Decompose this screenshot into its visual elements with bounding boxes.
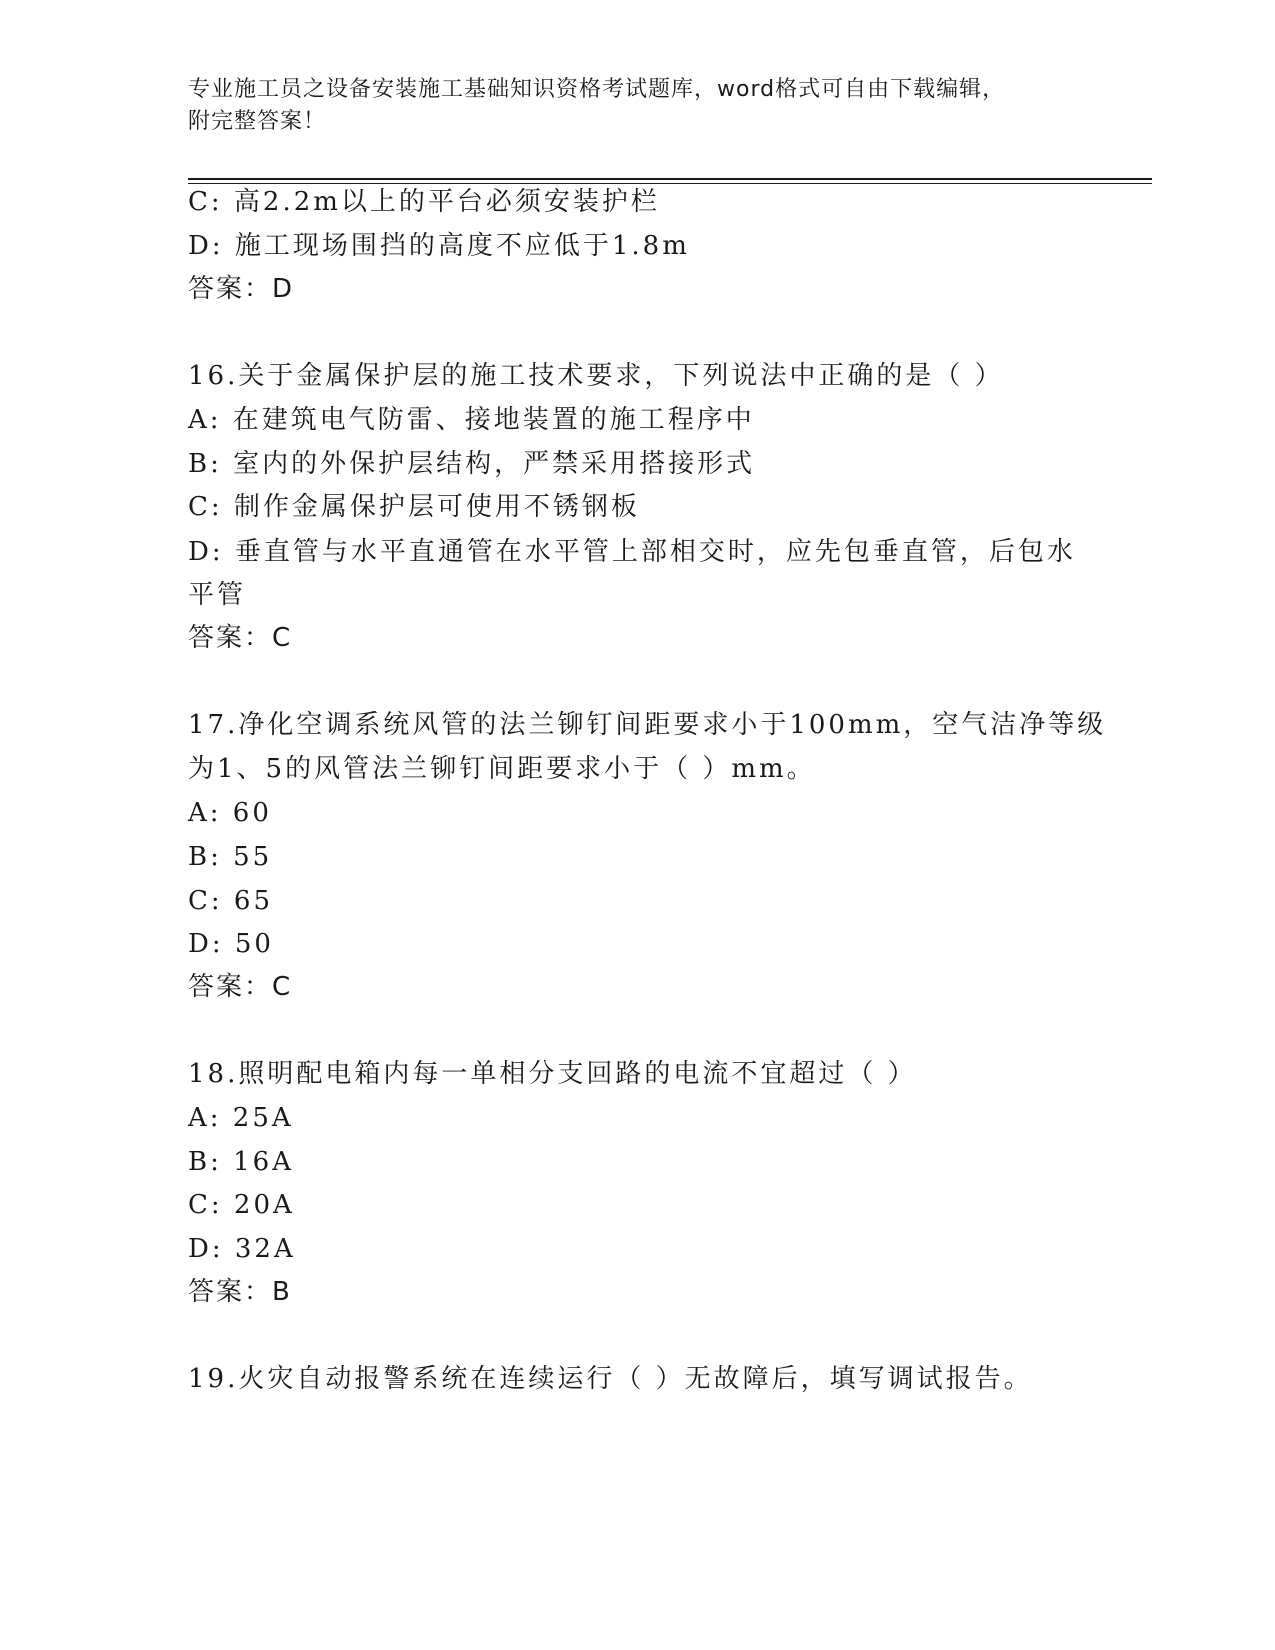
q19-question: 19.火灾自动报警系统在连续运行（ ）无故障后，填写调试报告。 — [188, 1364, 1033, 1394]
q17-answer: 答案：C — [188, 972, 293, 1002]
q17-option-b: B: 55 — [188, 842, 273, 872]
q16-option-c: C: 制作金属保护层可使用不锈钢板 — [188, 492, 640, 522]
q18-option-d: D: 32A — [188, 1234, 296, 1264]
q17-option-a: A: 60 — [188, 798, 272, 828]
header-divider-thick — [188, 178, 1152, 180]
q17-question-line-2: 为1、5的风管法兰铆钉间距要求小于（ ）mm。 — [188, 754, 816, 784]
header-line-2: 附完整答案！ — [188, 109, 327, 134]
header-line-1: 专业施工员之设备安装施工基础知识资格考试题库，word格式可自由下载编辑， — [188, 77, 1006, 102]
prev-option-d: D: 施工现场围挡的高度不应低于1.8m — [188, 231, 690, 261]
q16-option-d-line-2: 平管 — [188, 580, 247, 610]
q18-option-b: B: 16A — [188, 1147, 294, 1177]
header-divider-thin — [188, 183, 1152, 184]
q17-option-c: C: 65 — [188, 886, 274, 916]
q18-option-a: A: 25A — [188, 1103, 294, 1133]
q16-question: 16.关于金属保护层的施工技术要求，下列说法中正确的是（ ） — [188, 361, 1004, 391]
prev-answer: 答案：D — [188, 274, 295, 304]
q17-option-d: D: 50 — [188, 929, 274, 959]
q16-answer: 答案：C — [188, 623, 293, 653]
q18-option-c: C: 20A — [188, 1190, 295, 1220]
q16-option-d-line-1: D: 垂直管与水平直通管在水平管上部相交时，应先包垂直管，后包水 — [188, 537, 1076, 567]
q17-question-line-1: 17.净化空调系统风管的法兰铆钉间距要求小于100mm，空气洁净等级 — [188, 710, 1107, 740]
q16-option-b: B: 室内的外保护层结构，严禁采用搭接形式 — [188, 449, 756, 479]
document-header — [188, 74, 1088, 138]
q18-question: 18.照明配电箱内每一单相分支回路的电流不宜超过（ ） — [188, 1059, 917, 1089]
q16-option-a: A: 在建筑电气防雷、接地装置的施工程序中 — [188, 405, 755, 435]
q18-answer: 答案：B — [188, 1277, 292, 1307]
prev-option-c: C: 高2.2m以上的平台必须安装护栏 — [188, 187, 660, 217]
